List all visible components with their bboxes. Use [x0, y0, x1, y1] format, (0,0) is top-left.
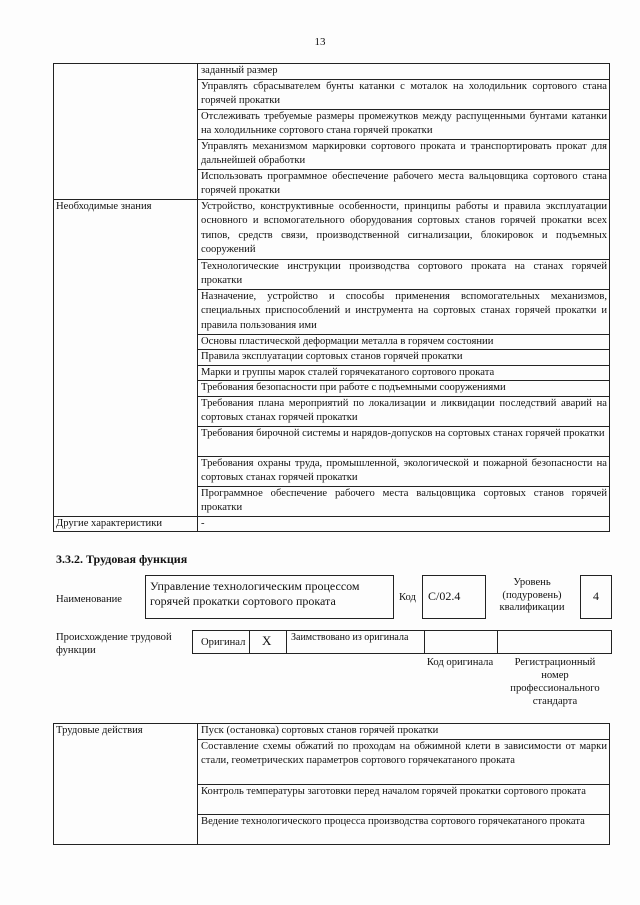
function-name: Управление технологическим процессом горячей прокатки сортового проката: [150, 579, 360, 608]
name-value-box: [145, 575, 394, 619]
knowledge-item: Правила эксплуатации сортовых станов горячей прокатки: [198, 350, 610, 366]
original-mark: X: [262, 633, 272, 648]
skill-item: заданный размер: [198, 64, 610, 80]
skill-item: Использовать программное обеспечение рабочего места вальцовщика сортового стана горячей прокатки: [198, 169, 610, 199]
code-box: [422, 575, 486, 619]
skill-item: Отслеживать требуемые размеры промежутков между распущенными бунтами катанки на холодильнике сортового стана горячей прокатки: [198, 109, 610, 139]
other-characteristics-value: -: [198, 516, 610, 532]
knowledge-item: Требования плана мероприятий по локализации и ликвидации последствий аварий на сортовых станах горячей прокатки: [198, 396, 610, 426]
borrowed-label: Заимствовано из оригинала: [291, 632, 409, 643]
labor-action-item: Пуск (остановка) сортовых станов горячей прокатки: [198, 724, 610, 740]
page-number: 13: [314, 36, 326, 48]
labor-action-item: Контроль температуры заготовки перед началом горячей прокатки сортового проката: [198, 784, 610, 814]
origin-label: Происхождение трудовой функции: [56, 632, 172, 656]
labor-action-item: Составление схемы обжатий по проходам на обжимной клети в зависимости от марки стали, геометрических параметров сортового горячекатаного проката: [198, 739, 610, 784]
skill-item: Управлять сбрасывателем бунты катанки с моталок на холодильник сортового стана горячей прокатки: [198, 79, 610, 109]
knowledge-item: Требования охраны труда, промышленной, экологической и пожарной безопасности на сортовых станах горячей прокатки: [198, 456, 610, 486]
knowledge-item: Требования бирочной системы и нарядов-допусков на сортовых станах горячей прокатки: [198, 426, 610, 456]
code-value: C/02.4: [428, 589, 461, 603]
knowledge-item: Марки и группы марок сталей горячекатаного сортового проката: [198, 365, 610, 381]
name-label: Наименование: [56, 594, 122, 605]
knowledge-item: Программное обеспечение рабочего места вальцовщика сортовых станов горячей прокатки: [198, 486, 610, 516]
level-value: 4: [593, 589, 599, 603]
knowledge-item: Требования безопасности при работе с подъемными сооружениями: [198, 381, 610, 397]
level-label: Уровень (подуровень) квалификации: [499, 577, 565, 613]
origin-row: [192, 630, 612, 654]
level-box: [580, 575, 612, 619]
knowledge-item: Назначение, устройство и способы применения вспомогательных механизмов, специальных приспособлений и инструмента на сортовых станах горячей прокатки и правила пользования ими: [198, 289, 610, 334]
skills-label-cell: [54, 64, 198, 200]
skills-knowledge-table: [53, 63, 610, 532]
labor-actions-label: Трудовые действия: [54, 724, 198, 845]
labor-action-item: Ведение технологического процесса производства сортового горячекатаного проката: [198, 814, 610, 844]
code-label: Код: [399, 592, 416, 603]
original-label: Оригинал: [201, 637, 246, 648]
skill-item: Управлять механизмом маркировки сортового проката и транспортировать прокат для дальнейшей обработки: [198, 139, 610, 169]
labor-actions-table: [53, 723, 610, 845]
other-characteristics-label: Другие характеристики: [54, 516, 198, 532]
knowledge-item: Устройство, конструктивные особенности, принципы работы и правила эксплуатации основного и вспомогательного оборудования сортовых станов горячей прокатки всех типов, средств связи, производственной сигнализации, блокировок и подъемных сооружений: [198, 199, 610, 259]
knowledge-item: Технологические инструкции производства сортового проката на станах горячей прокатки: [198, 259, 610, 289]
knowledge-label: Необходимые знания: [54, 199, 198, 516]
origin-code-caption: Код оригинала: [426, 657, 494, 668]
section-heading: 3.3.2. Трудовая функция: [56, 552, 188, 566]
reg-number-caption: Регистрационный номер профессионального стандарта: [510, 657, 600, 707]
knowledge-item: Основы пластической деформации металла в горячем состоянии: [198, 334, 610, 350]
